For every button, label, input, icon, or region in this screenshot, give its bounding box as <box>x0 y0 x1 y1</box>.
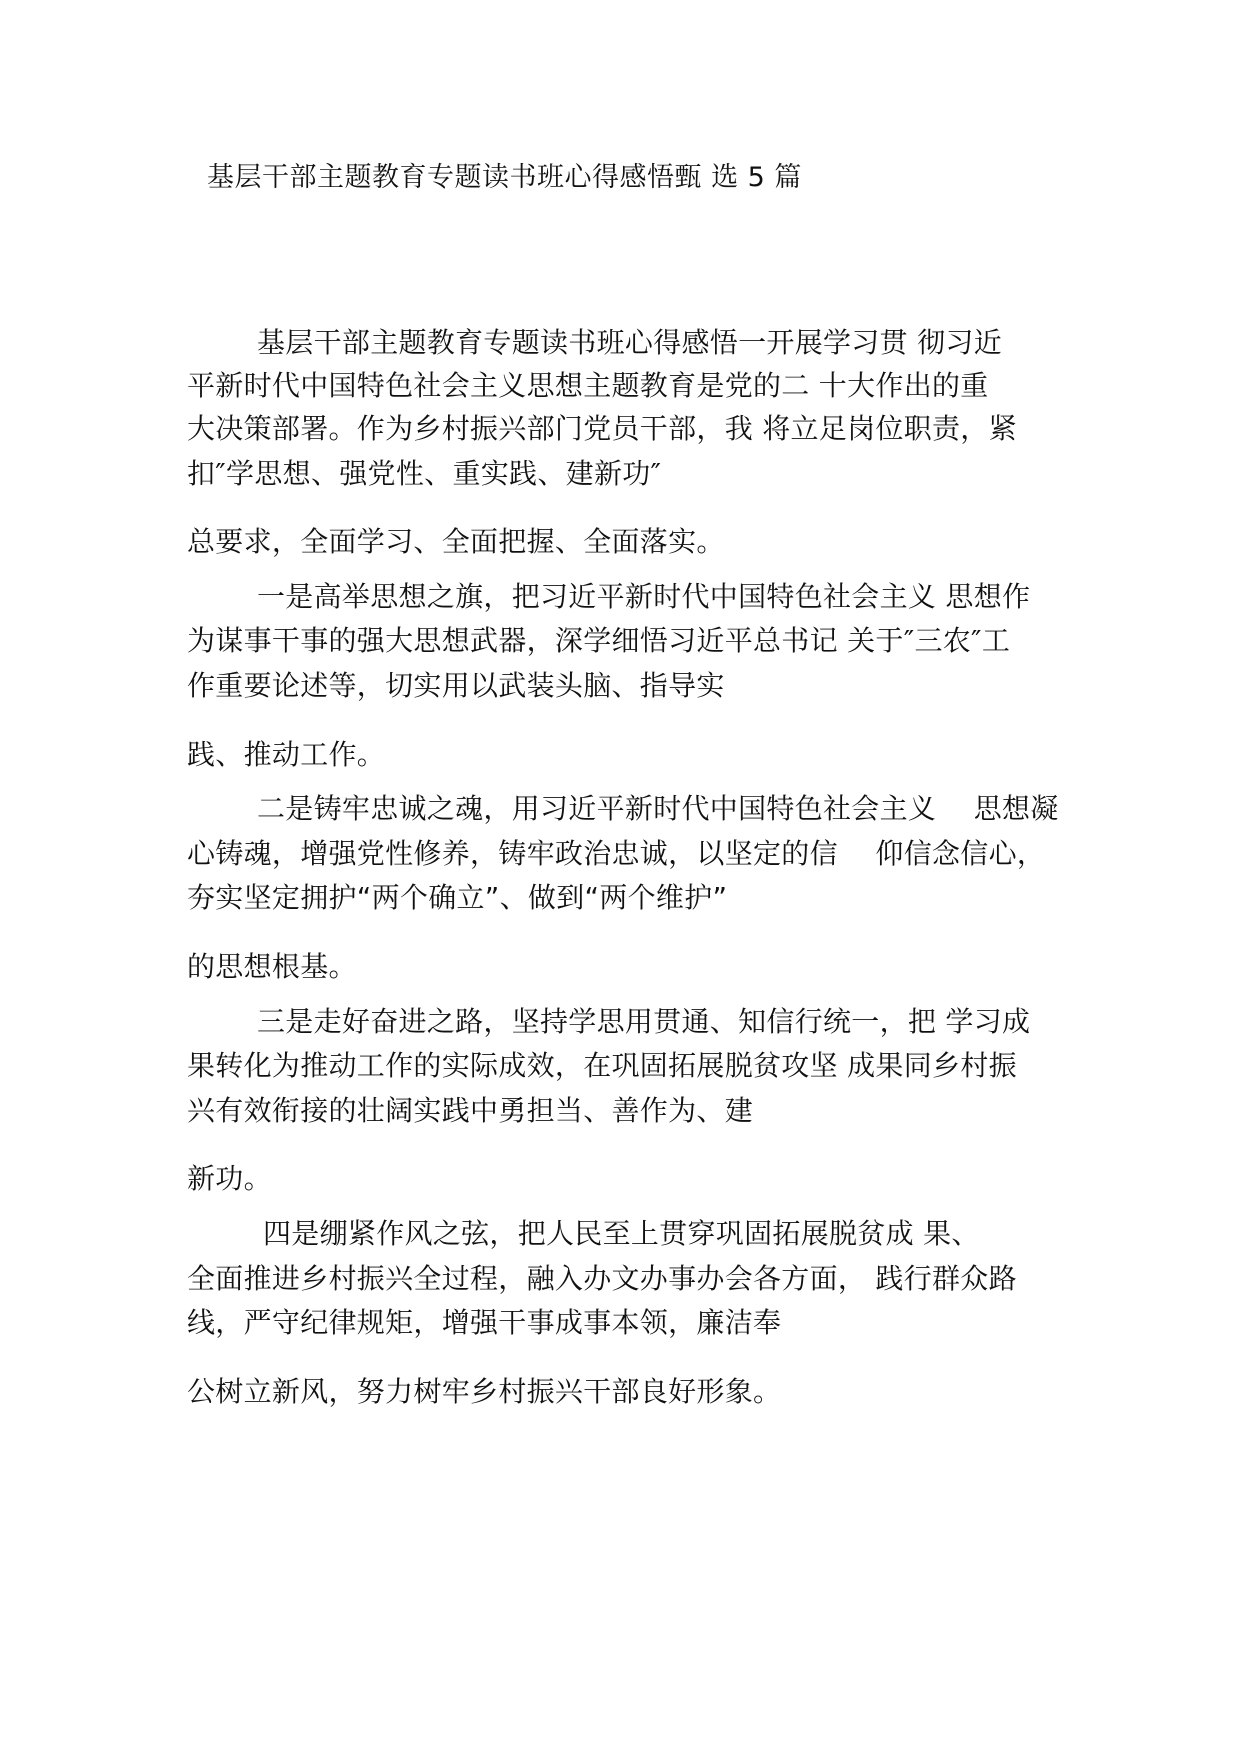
paragraph-line: 总要求，全面学习、全面把握、全面落实。 <box>187 525 725 558</box>
paragraph-line: 践、推动工作。 <box>187 738 386 771</box>
paragraph-line: 一是高举思想之旗，把习近平新时代中国特色社会主义 思想作 <box>257 580 1031 613</box>
paragraph-line: 果转化为推动工作的实际成效，在巩固拓展脱贫攻坚 成果同乡村振 <box>187 1049 1017 1082</box>
paragraph-line: 全面推进乡村振兴全过程，融入办文办事办会各方面， 践行群众路 <box>187 1262 1017 1295</box>
document-title: 基层干部主题教育专题读书班心得感悟甄 选 5 篇 <box>207 162 802 193</box>
paragraph-line: 平新时代中国特色社会主义思想主题教育是党的二 十大作出的重 <box>187 369 989 402</box>
paragraph-line: 心铸魂，增强党性修养，铸牢政治忠诚，以坚定的信 仰信念信心， <box>187 837 1046 870</box>
paragraph-line: 四是绷紧作风之弦，把人民至上贯穿巩固拓展脱贫成 果、 <box>263 1217 980 1250</box>
paragraph-line: 新功。 <box>187 1162 272 1195</box>
paragraph-line: 线，严守纪律规矩，增强干事成事本领，廉洁奉 <box>187 1306 782 1339</box>
paragraph-line: 大决策部署。作为乡村振兴部门党员干部，我 将立足岗位职责，紧 <box>187 412 1017 445</box>
paragraph-line: 二是铸牢忠诚之魂，用习近平新时代中国特色社会主义 思想凝 <box>257 792 1059 825</box>
paragraph-line: 公树立新风，努力树牢乡村振兴干部良好形象。 <box>187 1375 782 1408</box>
paragraph-line: 兴有效衔接的壮阔实践中勇担当、善作为、建 <box>187 1094 754 1127</box>
paragraph-line: 为谋事干事的强大思想武器，深学细悟习近平总书记 关于″三农″工 <box>187 624 1011 657</box>
paragraph-line: 扣″学思想、强党性、重实践、建新功″ <box>187 457 662 490</box>
paragraph-line: 作重要论述等，切实用以武装头脑、指导实 <box>187 669 725 702</box>
paragraph-line: 夯实坚定拥护“两个确立”、做到“两个维护” <box>187 881 728 914</box>
paragraph-line: 的思想根基。 <box>187 950 357 983</box>
paragraph-line: 基层干部主题教育专题读书班心得感悟一开展学习贯 彻习近 <box>257 326 1003 359</box>
paragraph-line: 三是走好奋进之路，坚持学思用贯通、知信行统一，把 学习成 <box>257 1005 1031 1038</box>
